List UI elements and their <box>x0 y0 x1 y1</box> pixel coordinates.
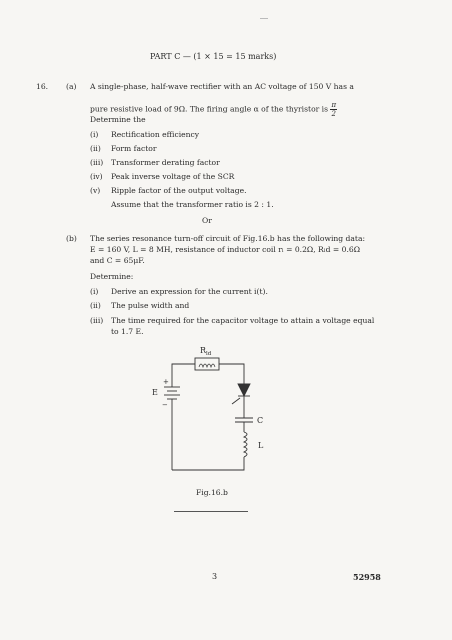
inductor-symbol <box>244 432 247 457</box>
fraction-numerator: π <box>331 101 337 109</box>
q16a-item-text: Form factor <box>111 144 157 153</box>
q16a-item-num: (iii) <box>90 158 104 167</box>
thyristor-symbol <box>232 384 250 408</box>
q16a-item-num: (ii) <box>90 144 101 153</box>
battery-symbol <box>164 380 180 470</box>
part-title: PART C — (1 × 15 = 15 marks) <box>150 52 277 61</box>
label-plus: + <box>163 378 169 386</box>
figure-caption: Fig.16.b <box>196 488 228 497</box>
capacitor-symbol <box>235 408 253 432</box>
q16b-item-text: The time required for the capacitor voltage to attain a voltage equal <box>111 316 375 325</box>
q16b-item-text-cont: to 1.7 E. <box>111 327 144 336</box>
q16a-assume: Assume that the transformer ratio is 2 : 1. <box>111 200 274 209</box>
q16a-item-text: Transformer derating factor <box>111 158 220 167</box>
label-minus: − <box>162 401 168 409</box>
q16a-line1: A single-phase, half-wave rectifier with an AC voltage of 150 V has a <box>90 82 354 91</box>
label-c: C <box>257 416 264 425</box>
q16b-line2: E = 160 V, L = 8 MH, resistance of inductor coil rₗ = 0.2Ω, Rₗd = 0.6Ω <box>90 245 361 254</box>
exam-code: 52958 <box>353 572 381 582</box>
q16a-item-num: (v) <box>90 186 101 195</box>
label-l: L <box>258 441 264 450</box>
q16b-item-num: (i) <box>90 287 99 296</box>
label-e: E <box>152 388 158 397</box>
resistor-rld-symbol <box>195 358 219 370</box>
question-number: 16. <box>36 82 49 91</box>
divider-line <box>174 511 248 512</box>
subpart-b-label: (b) <box>66 234 77 243</box>
q16b-item-num: (ii) <box>90 301 101 310</box>
q16a-line2-text: pure resistive load of 9Ω. The firing angle α of the thyristor is <box>90 104 329 114</box>
q16a-item-num: (iv) <box>90 172 103 181</box>
page-number: 3 <box>212 572 218 581</box>
subpart-a-label: (a) <box>66 82 77 91</box>
q16b-item-num: (iii) <box>90 316 104 325</box>
q16a-determine: Determine the <box>90 115 146 124</box>
q16b-line1: The series resonance turn-off circuit of Fig.16.b has the following data: <box>90 234 366 243</box>
q16a-item-text: Ripple factor of the output voltage. <box>111 186 247 195</box>
q16b-item-text: The pulse width and <box>111 301 190 310</box>
label-rld: $R_{ld}$ <box>200 346 212 357</box>
q16b-item-text: Derive an expression for the current i(t). <box>111 287 268 296</box>
fraction-denominator: 2 <box>331 110 336 118</box>
q16b-line3: and C = 65μF. <box>90 256 145 265</box>
q16a-item-text: Peak inverse voltage of the SCR <box>111 172 235 181</box>
q16b-determine: Determine: <box>90 272 134 281</box>
q16a-item-num: (i) <box>90 130 99 139</box>
or-separator: Or <box>202 216 212 225</box>
q16a-item-text: Rectification efficiency <box>111 130 200 139</box>
resistor-coil-icon <box>199 364 215 367</box>
